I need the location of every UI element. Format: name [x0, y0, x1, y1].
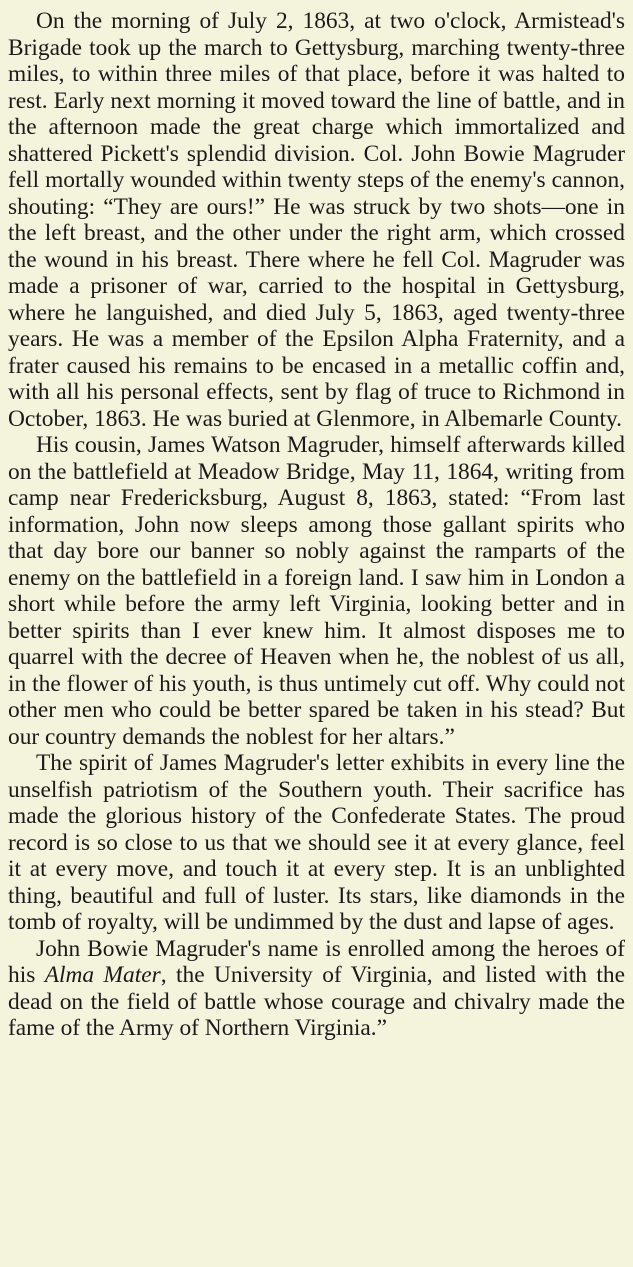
paragraph-gettysburg-charge: On the morning of July 2, 1863, at two o'clock, Armistead's Brigade took up the march to Gettysburg, marching twenty-three miles, to within three miles of that place, before it was halted to rest. Early next morning it moved toward the line of battle, and in the afternoon made the great charge which immortalized and shattered Pickett's splendid division. Col. John Bowie Magruder fell mortally wounded within twenty steps of the enemy's cannon, shouting: “They are ours!” He was struck by two shots—one in the left breast, and the other under the right arm, which crossed the wound in his breast. There where he fell Col. Magruder was made a prisoner of war, carried to the hospital in Gettysburg, where he languished, and died July 5, 1863, aged twenty-three years. He was a member of the Epsilon Alpha Fraternity, and a frater caused his remains to be encased in a metallic coffin and, with all his personal effects, sent by flag of truce to Richmond in October, 1863. He was buried at Glenmore, in Albemarle County. [8, 8, 625, 432]
alma-mater-italic: Alma Mater [44, 962, 161, 988]
paragraph-alma-mater [8, 936, 625, 1042]
alma-mater-text-after: , the University of Virginia, and listed with the dead on the field of battle whose courage and chivalry made the fame of the Army of Northern Virginia.” [8, 962, 625, 1041]
alma-mater-text-before: John Bowie Magruder's name is enrolled among the heroes of his [8, 935, 625, 988]
paragraph-cousin-letter: His cousin, James Watson Magruder, himself afterwards killed on the battlefield at Meadow Bridge, May 11, 1864, writing from camp near Fredericksburg, August 8, 1863, stated: “From last information, John now sleeps among those gallant spirits who that day bore our banner so nobly against the ramparts of the enemy on the battlefield in a foreign land. I saw him in London a short while before the army left Virginia, looking better and in better spirits than I ever knew him. It almost disposes me to quarrel with the decree of Heaven when he, the noblest of us all, in the flower of his youth, is thus untimely cut off. Why could not other men who could be better spared be taken in his stead? But our country demands the noblest for her altars.” [8, 432, 625, 750]
paragraph-spirit-of-letter: The spirit of James Magruder's letter exhibits in every line the unselfish patriotism of the Southern youth. Their sacrifice has made the glorious history of the Confederate States. The proud record is so close to us that we should see it at every glance, feel it at every move, and touch it at every step. It is an unblighted thing, beautiful and full of luster. Its stars, like diamonds in the tomb of royalty, will be undimmed by the dust and lapse of ages. [8, 750, 625, 935]
